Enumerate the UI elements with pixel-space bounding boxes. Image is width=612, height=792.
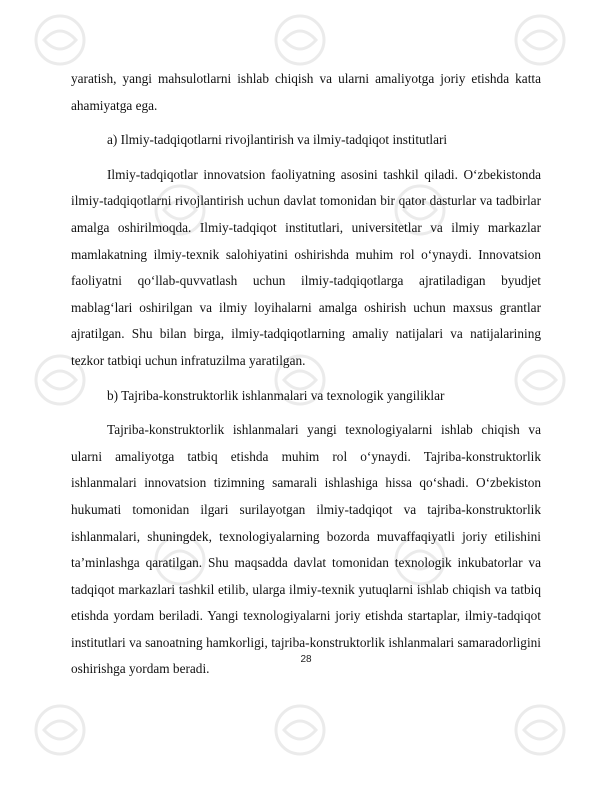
page-number: 28 <box>300 654 312 665</box>
section-heading-a: a) Ilmiy-tadqiqotlarni rivojlantirish va ilmiy-tadqiqot institutlari <box>107 132 448 148</box>
section-heading-b: b) Tajriba-konstruktorlik ishlanmalari va texnologik yangiliklar <box>107 387 445 403</box>
document-body <box>71 66 541 683</box>
paragraph-body: Tajriba-konstruktorlik ishlanmalari yangi texnologiyalarni ishlab chiqish va ularni amaliyotga tatbiq etishda muhim rol o‘ynaydi. Tajriba-konstruktorlik ishlanmalari innovatsion tizimning samarali ishlashiga hissa qo‘shadi. O‘zbekiston hukumati tomonidan ilgari surilayotgan ilmiy-tadqiqot va tajriba-konstruktorlik ishlanmalari, shuningdek, texnologiyalarning bozorda muvaffaqiyatli joriy etilishini ta’minlashga qaratilgan. Shu maqsadda davlat tomonidan texnologik inkubatorlar va tadqiqot markazlari tashkil etilib, ularga ilmiy-texnik yutuqlarni ishlab chiqish va tatbiq etishda yordam beriladi. Yangi texnologiyalarni joriy etishda startaplar, ilmiy-tadqiqot institutlari va sanoatning hamkorligi, tajriba-konstruktorlik ishlanmalari samaradorligini oshirishga yordam beradi. <box>71 422 541 677</box>
paragraph-continuation: yaratish, yangi mahsulotlarni ishlab chiqish va ularni amaliyotga joriy etishda katta ahamiyatga ega. <box>71 71 541 113</box>
paragraph-body: Ilmiy-tadqiqotlar innovatsion faoliyatning asosini tashkil qiladi. O‘zbekistonda ilmiy-tadqiqotlarni rivojlantirish uchun davlat tomonidan bir qator dasturlar va tadbirlar amalga oshirilmoqda. Ilmiy-tadqiqot institutlari, universitetlar va ilmiy markazlar mamlakatning ilmiy-texnik salohiyatini oshirishda muhim rol o‘ynaydi. Innovatsion faoliyatni qo‘llab-quvvatlash uchun ilmiy-tadqiqotlarga ajratiladigan byudjet mablag‘lari oshirilgan va ilmiy loyihalarni amalga oshirish uchun maxsus grantlar ajratilgan. Shu bilan birga, ilmiy-tadqiqotlarning amaliy natijalari va natijalarining tezkor tatbiqi uchun infratuzilma yaratilgan. <box>71 166 541 368</box>
